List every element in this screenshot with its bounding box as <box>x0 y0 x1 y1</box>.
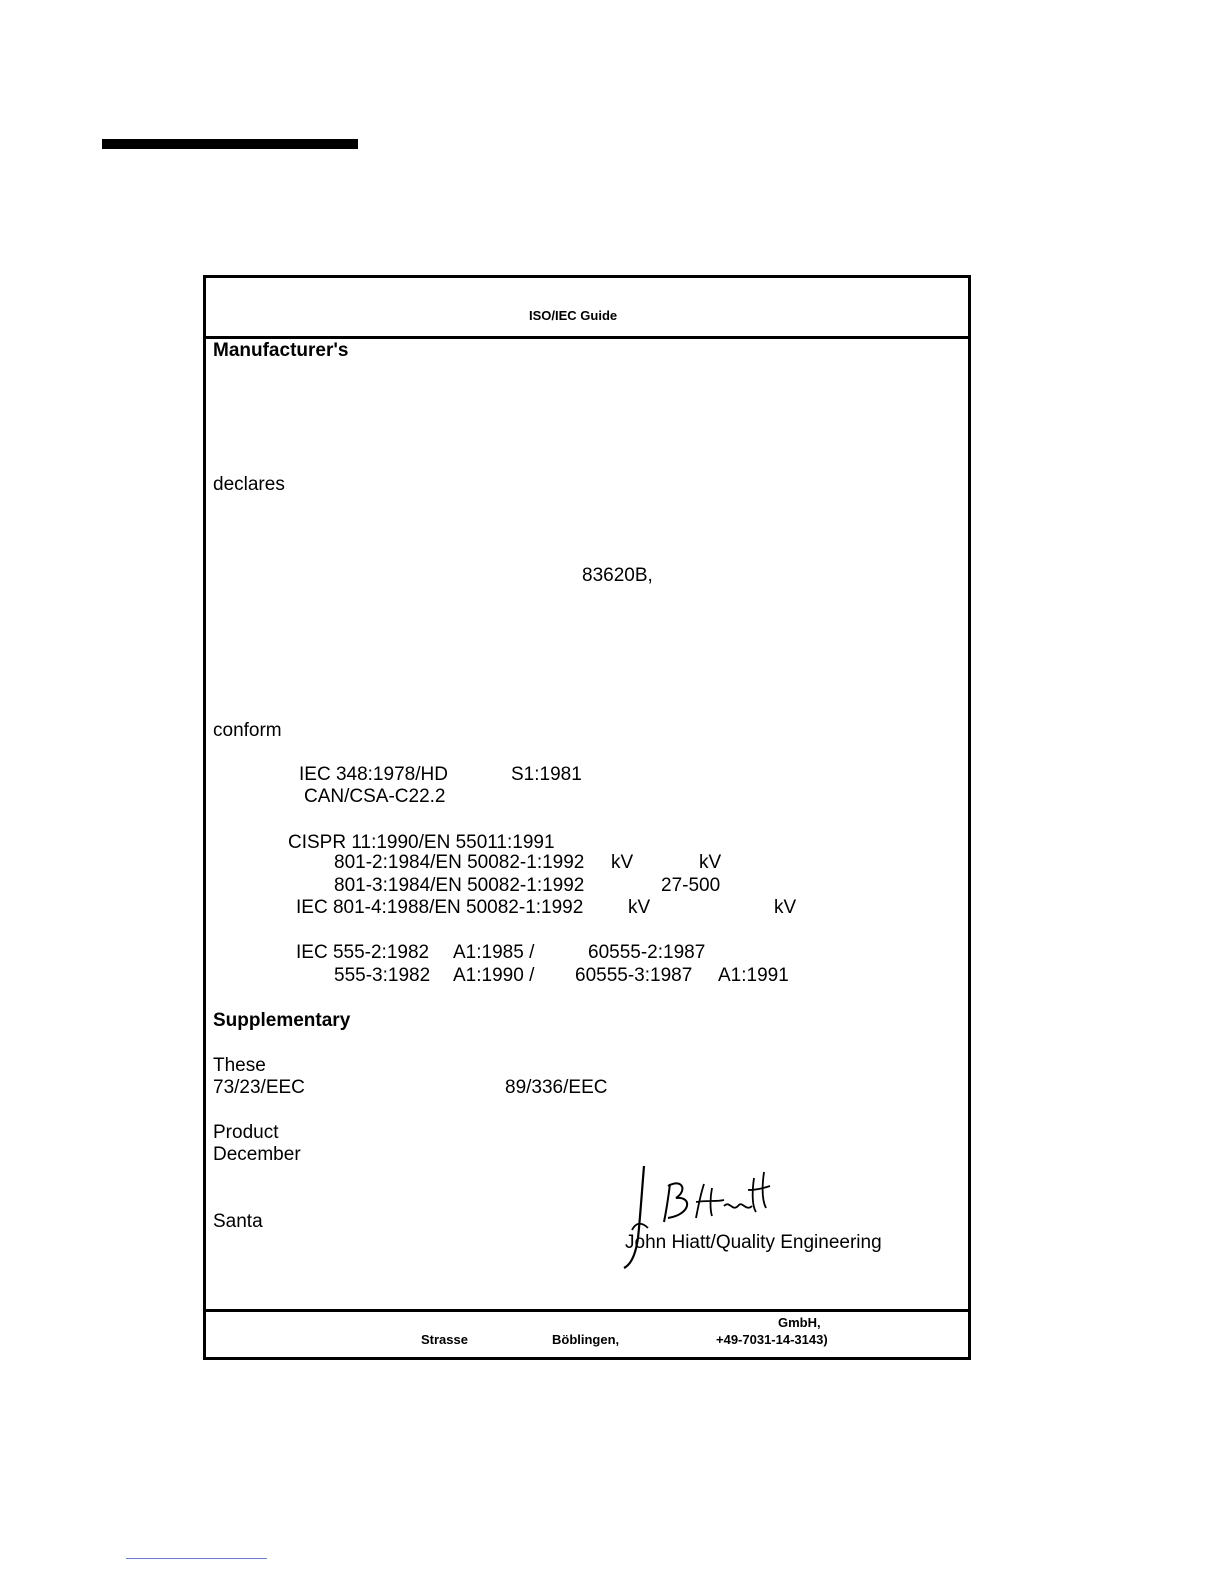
frame-header-divider <box>203 336 971 339</box>
std-801-2: 801-2:1984/EN 50082-1:1992 <box>334 852 585 873</box>
contact-street: Strasse <box>421 1332 468 1347</box>
directive-lvd: 73/23/EEC <box>213 1077 305 1098</box>
std-801-4: IEC 801-4:1988/EN 50082-1:1992 <box>296 897 584 918</box>
conform-label: conform <box>213 720 282 741</box>
top-rule <box>102 139 358 149</box>
declaration-frame <box>203 275 971 1360</box>
contact-phone: +49-7031-14-3143) <box>716 1332 828 1347</box>
std-iec-555-3: 555-3:1982 <box>334 965 431 986</box>
std-801-2-unit-1: kV <box>611 852 634 873</box>
supplementary-label: Supplementary <box>213 1010 351 1031</box>
place-line: Santa <box>213 1211 263 1232</box>
std-iec-348-hd: S1:1981 <box>511 764 582 785</box>
std-801-4-unit-2: kV <box>774 897 797 918</box>
declares-label: declares <box>213 474 285 495</box>
std-iec-348: IEC 348:1978/HD <box>299 764 448 785</box>
signatory-name: John Hiatt/Quality Engineering <box>625 1232 882 1253</box>
iso-guide-label: ISO/IEC Guide <box>529 308 618 323</box>
std-801-3: 801-3:1984/EN 50082-1:1992 <box>334 875 585 896</box>
std-iec-555-2: IEC 555-2:1982 <box>296 942 430 963</box>
bottom-link-underline[interactable] <box>126 1558 267 1559</box>
std-801-2-unit-2: kV <box>699 852 722 873</box>
product-line: Product <box>213 1122 279 1143</box>
directive-emc: 89/336/EEC <box>505 1077 608 1098</box>
product-number: 83620B, <box>582 565 653 586</box>
std-can-csa: CAN/CSA-C22.2 <box>304 786 446 807</box>
contact-city: Böblingen, <box>552 1332 620 1347</box>
supplementary-these: These <box>213 1055 266 1076</box>
std-iec-555-3-amd: A1:1990 / <box>453 965 535 986</box>
std-cispr-11: CISPR 11:1990/EN 55011:1991 <box>288 832 555 853</box>
contact-gmbh: GmbH, <box>778 1315 821 1330</box>
date-line: December <box>213 1144 301 1165</box>
std-en-60555-2: 60555-2:1987 <box>588 942 706 963</box>
std-iec-555-2-amd: A1:1985 / <box>453 942 535 963</box>
std-801-3-range: 27-500 <box>661 875 721 896</box>
std-en-60555-3: 60555-3:1987 <box>575 965 693 986</box>
std-en-60555-3-amd: A1:1991 <box>718 965 789 986</box>
std-801-4-unit-1: kV <box>628 897 651 918</box>
manufacturer-label: Manufacturer's <box>213 340 349 361</box>
frame-footer-divider <box>203 1309 971 1312</box>
